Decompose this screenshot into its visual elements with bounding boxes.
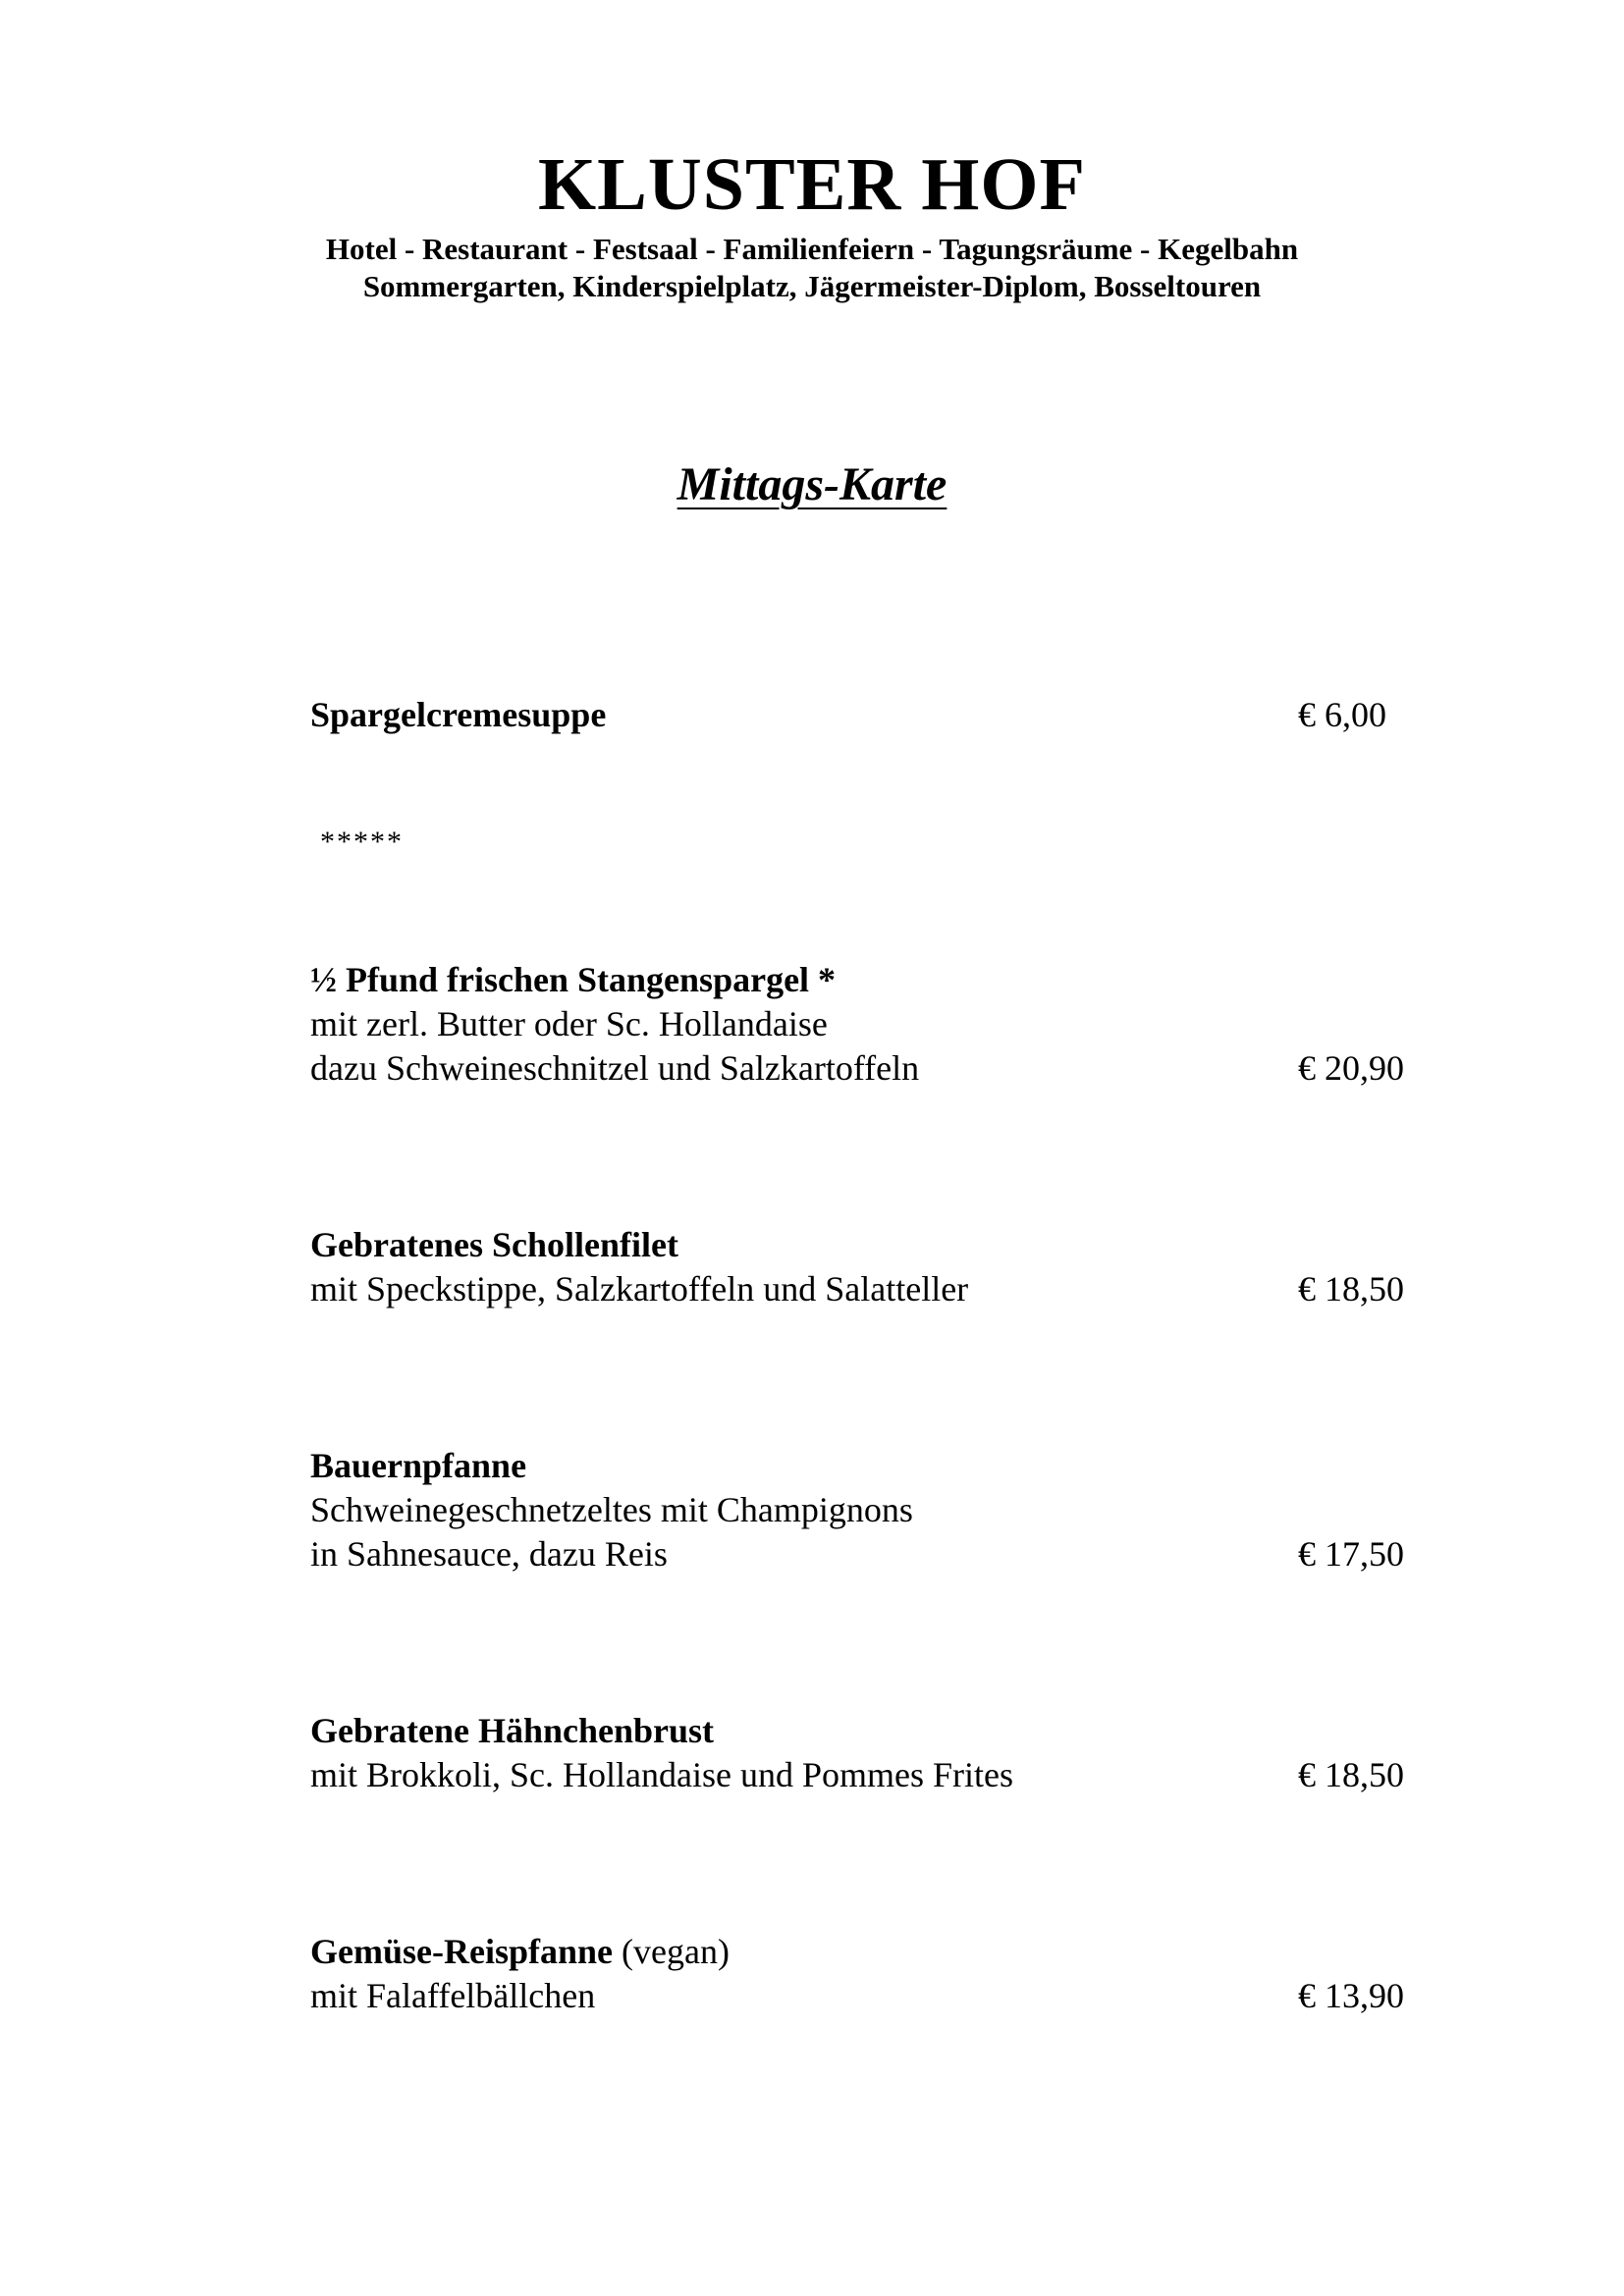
dish-desc-asparagus-2: dazu Schweineschnitzel und Salzkartoffeln bbox=[310, 1048, 920, 1088]
dish-name-chicken: Gebratene Hähnchenbrust bbox=[310, 1711, 715, 1750]
dish-price-asparagus: € 20,90 bbox=[1298, 1048, 1404, 1088]
dish-price-chicken: € 18,50 bbox=[1298, 1755, 1404, 1794]
dish-name-vegan-line bbox=[310, 1930, 730, 1973]
separator: ***** bbox=[320, 826, 404, 858]
subtitle-line-1: Hotel - Restaurant - Festsaal - Familienfeiern - Tagungsräume - Kegelbahn bbox=[325, 232, 1299, 266]
dish-name-soup: Spargelcremesuppe bbox=[310, 695, 607, 734]
menu-title bbox=[0, 458, 1624, 511]
dish-name-vegan-suffix: (vegan) bbox=[613, 1932, 730, 1971]
dish-desc-bauernpfanne-2: in Sahnesauce, dazu Reis bbox=[310, 1534, 668, 1574]
dish-name-plaice: Gebratenes Schollenfilet bbox=[310, 1225, 678, 1264]
restaurant-title: KLUSTER HOF bbox=[538, 143, 1086, 226]
dish-desc-plaice-1: mit Speckstippe, Salzkartoffeln und Salatteller bbox=[310, 1269, 969, 1308]
subtitle-line-2: Sommergarten, Kinderspielplatz, Jägermeister-Diplom, Bosseltouren bbox=[362, 269, 1262, 303]
dish-name-vegan: Gemüse-Reispfanne bbox=[310, 1932, 613, 1971]
dish-name-asparagus: ½ Pfund frischen Stangenspargel * bbox=[310, 960, 837, 999]
dish-desc-vegan-1: mit Falaffelbällchen bbox=[310, 1976, 596, 2015]
dish-desc-asparagus-1: mit zerl. Butter oder Sc. Hollandaise bbox=[310, 1004, 828, 1043]
menu-title-text: Mittags-Karte bbox=[677, 458, 947, 510]
dish-name-bauernpfanne: Bauernpfanne bbox=[310, 1446, 527, 1485]
dish-price-soup: € 6,00 bbox=[1298, 695, 1386, 734]
dish-desc-chicken-1: mit Brokkoli, Sc. Hollandaise und Pommes Frites bbox=[310, 1755, 1013, 1794]
dish-price-plaice: € 18,50 bbox=[1298, 1269, 1404, 1308]
dish-desc-bauernpfanne-1: Schweinegeschnetzeltes mit Champignons bbox=[310, 1490, 913, 1529]
dish-price-vegan: € 13,90 bbox=[1298, 1976, 1404, 2015]
dish-price-bauernpfanne: € 17,50 bbox=[1298, 1534, 1404, 1574]
